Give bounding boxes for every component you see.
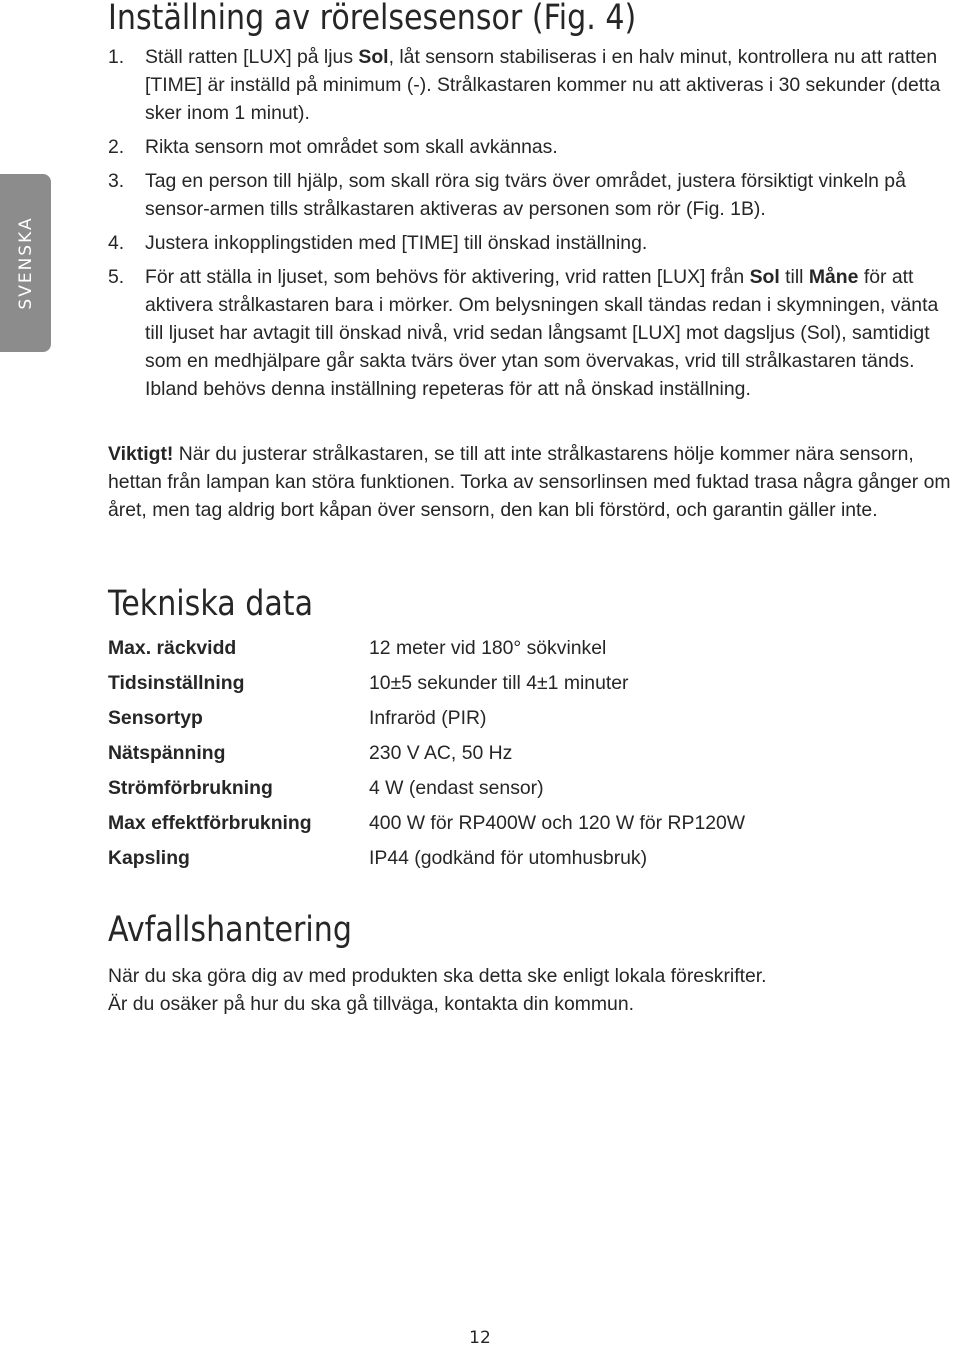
step-bold-term: Måne [808,266,859,288]
section-title-sensor-setup: Inställning av rörelsesensor (Fig. 4) [108,0,637,38]
table-row [108,843,745,878]
spec-label: Sensortyp [108,707,203,729]
spec-label: Tidsinställning [108,672,245,694]
spec-label: Strömförbrukning [108,777,273,799]
step-number: 4. [108,232,125,254]
step-text: för att aktivera strålkastaren bara i mörker. Om belysningen skall tändas redan i skymningen, vänta till ljuset har avtagit till önskad nivå, vrid sedan långsamt [LUX] mot dagsljus (Sol), samtidigt som en medhjälpare går sakta tvärs över ytan som övervakas, vrid till strålkastaren tänds. Ibland behövs denna inställning repeteras för att nå önskad inställning. [145,266,939,400]
list-item [108,263,958,403]
spec-label: Nätspänning [108,742,226,764]
spec-value: 10±5 sekunder till 4±1 minuter [369,672,629,694]
page-number: 12 [469,1328,491,1348]
list-item [108,43,958,127]
spec-value: IP44 (godkänd för utomhusbruk) [369,847,648,869]
list-item [108,133,958,161]
section-title-technical-data: Tekniska data [108,584,314,624]
table-row [108,633,745,668]
step-bold-term: Sol [358,46,389,68]
step-text: Tag en person till hjälp, som skall röra sig tvärs över området, justera försiktigt vinkeln på sensor-armen tills strålkastaren aktiveras av personen som rör (Fig. 1B). [145,170,906,220]
step-number: 2. [108,136,125,158]
table-row [108,738,745,773]
disposal-line: När du ska göra dig av med produkten ska detta ske enligt lokala föreskrifter. [108,965,767,987]
spec-value: 400 W för RP400W och 120 W för RP120W [369,812,746,834]
spec-label: Max. räckvidd [108,637,237,659]
setup-steps-list [108,43,958,409]
important-label: Viktigt! [108,443,174,465]
disposal-line: Är du osäker på hur du ska gå tillväga, kontakta din kommun. [108,993,634,1015]
important-note [108,440,958,524]
step-text: till [779,266,809,288]
table-row [108,703,745,738]
section-title-disposal: Avfallshantering [108,910,352,950]
spec-value: Infraröd (PIR) [369,707,487,729]
spec-label: Max effektförbrukning [108,812,312,834]
language-tab-label: SVENSKA [15,216,36,310]
table-row [108,668,745,703]
spec-value: 4 W (endast sensor) [369,777,544,799]
table-row [108,808,745,843]
spec-value: 12 meter vid 180° sökvinkel [369,637,607,659]
step-text: , låt sensorn stabiliseras i en halv minut, kontrollera nu att ratten [TIME] är inställd på minimum (-). Strålkastaren kommer nu att aktiveras i 30 sekunder (detta sker inom 1 minut). [145,46,941,124]
table-row [108,773,745,808]
important-text: När du justerar strålkastaren, se till att inte strålkastarens hölje kommer nära sensorn, hettan från lampan kan störa funktionen. Torka av sensorlinsen med fuktad trasa några gånger om året, men tag aldrig bort kåpan över sensorn, den kan bli förstörd, och garantin gäller inte. [108,443,951,521]
language-tab [0,174,51,352]
step-text: Justera inkopplingstiden med [TIME] till önskad inställning. [145,232,648,254]
step-text: Rikta sensorn mot området som skall avkännas. [145,136,558,158]
step-number: 1. [108,46,125,68]
step-number: 5. [108,266,125,288]
spec-table [108,633,745,878]
disposal-text [108,962,958,1018]
step-number: 3. [108,170,125,192]
step-text: För att ställa in ljuset, som behövs för aktivering, vrid ratten [LUX] från [145,266,750,288]
spec-value: 230 V AC, 50 Hz [369,742,513,764]
list-item [108,229,958,257]
spec-label: Kapsling [108,847,190,869]
step-text: Ställ ratten [LUX] på ljus [145,46,359,68]
list-item [108,167,958,223]
step-bold-term: Sol [749,266,780,288]
